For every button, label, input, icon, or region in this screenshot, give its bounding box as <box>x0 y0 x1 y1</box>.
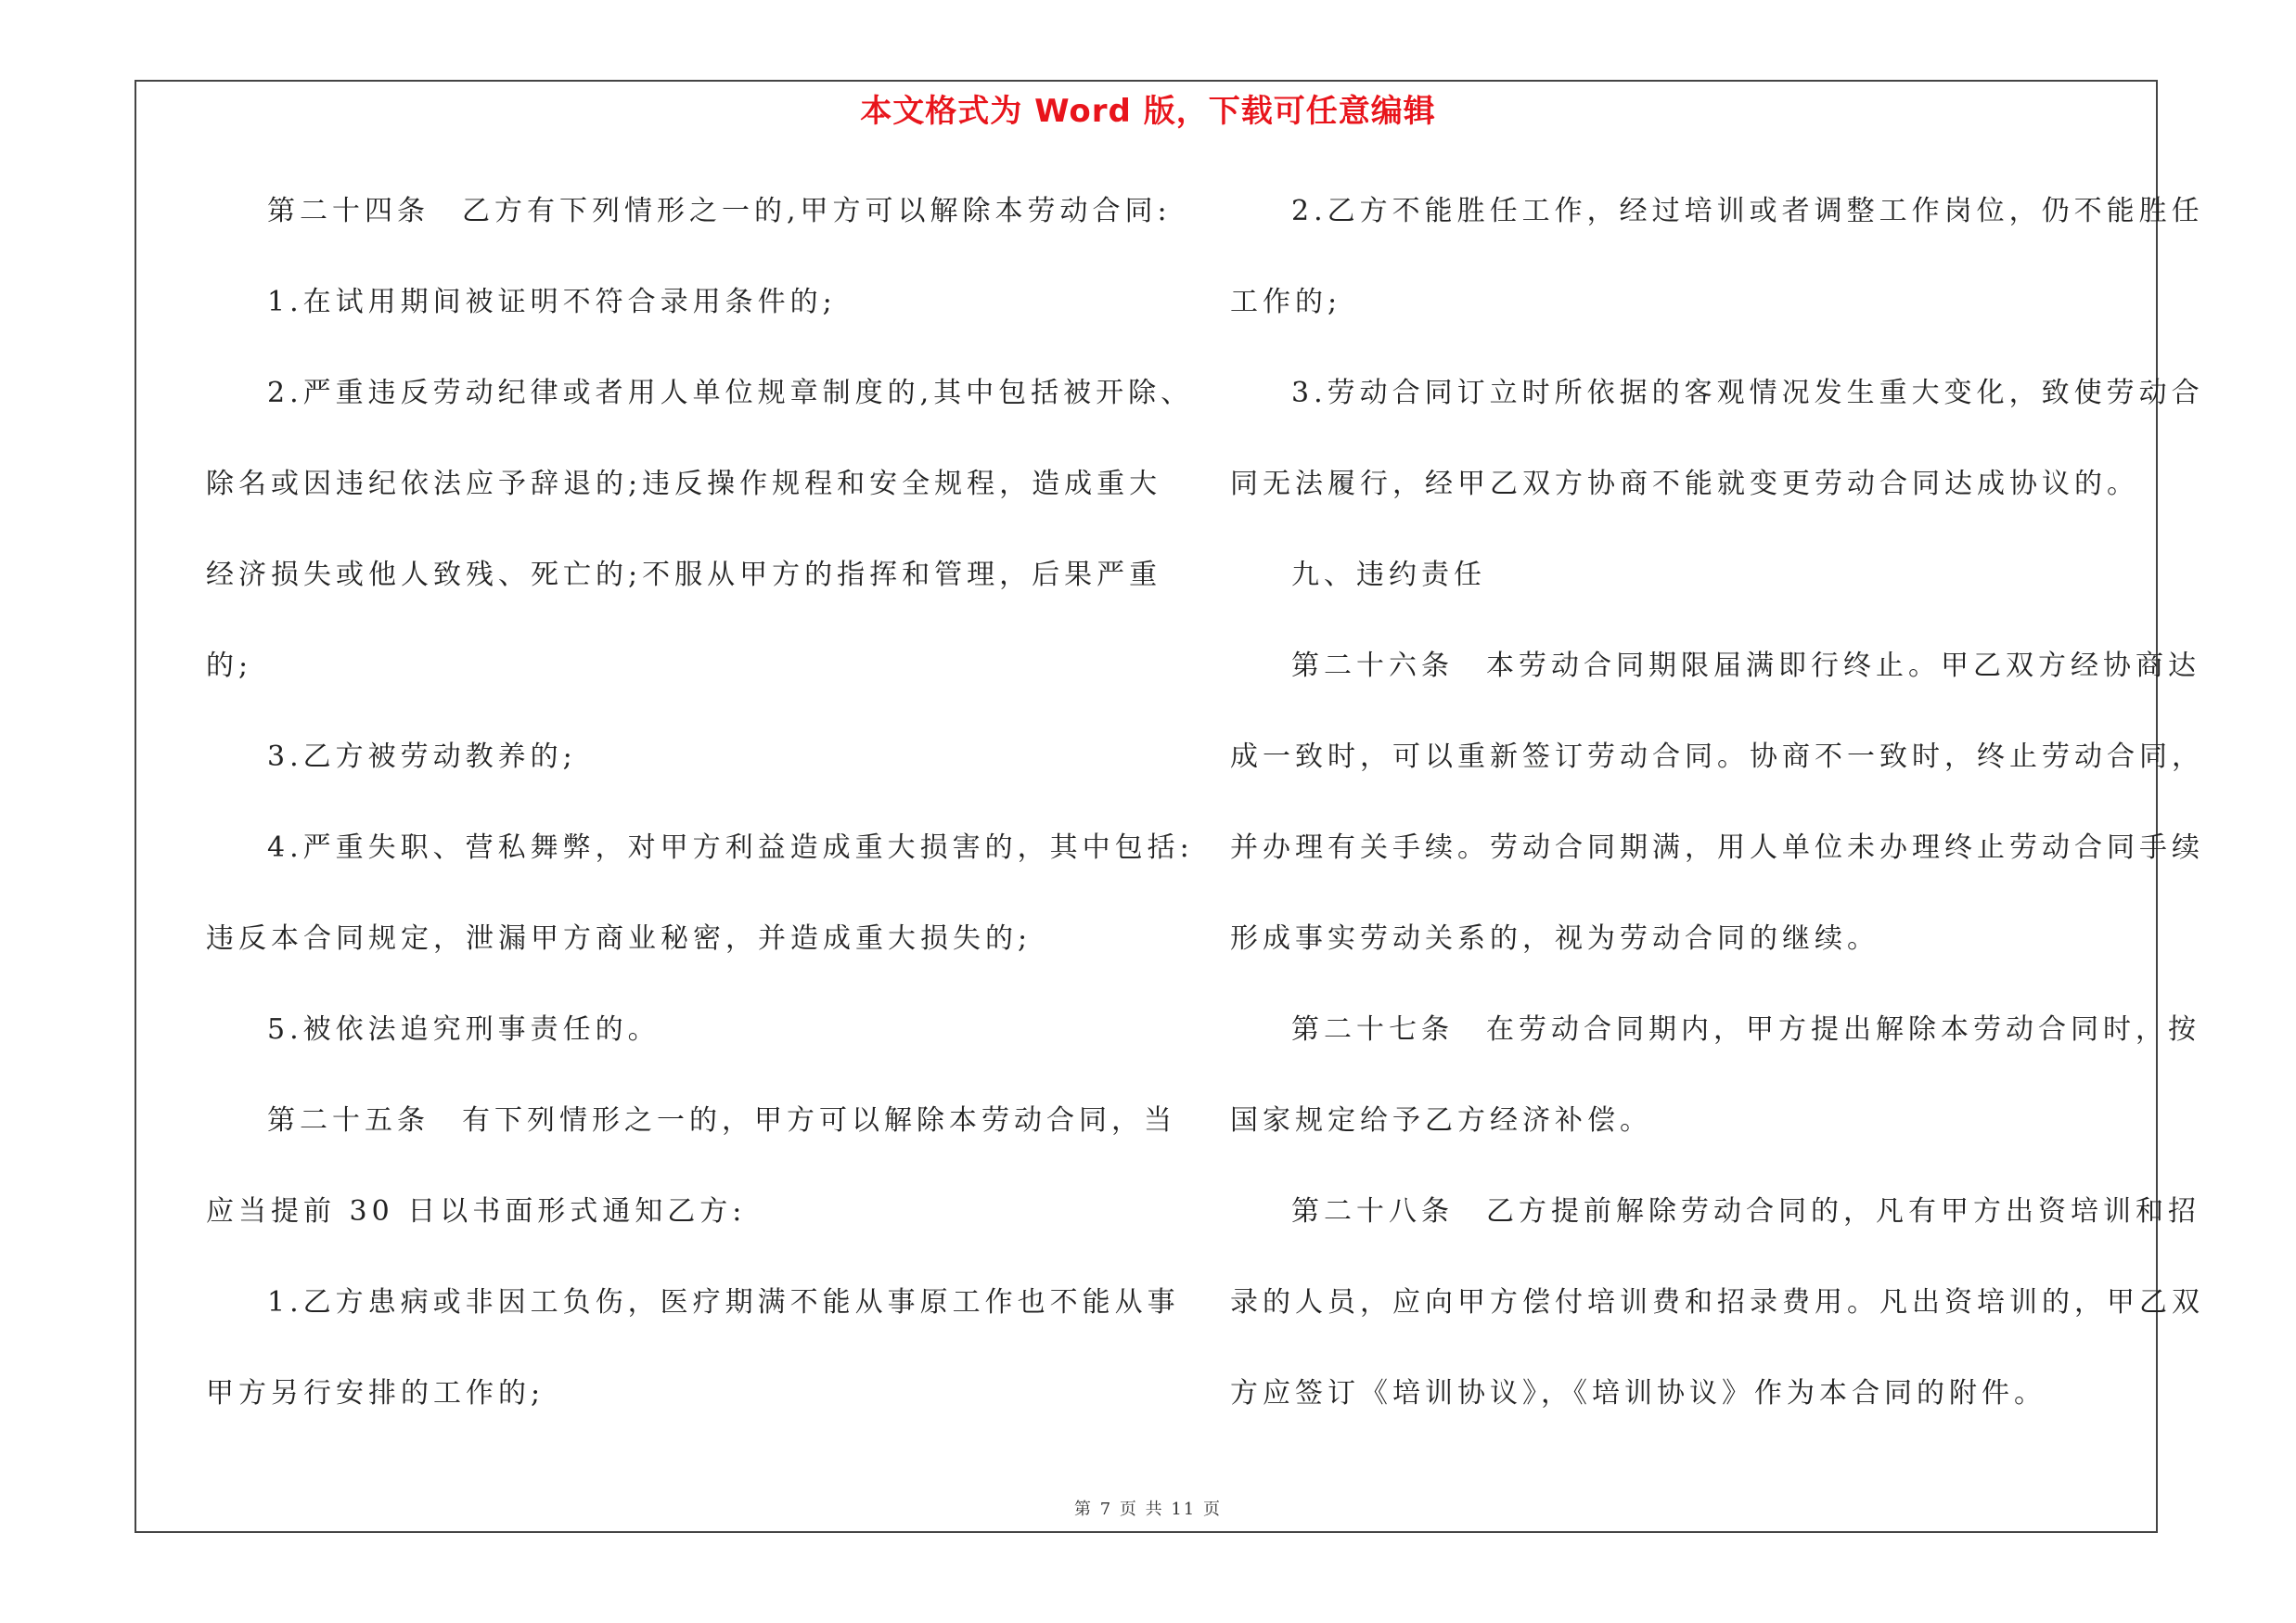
text-line: 违反本合同规定，泄漏甲方商业秘密，并造成重大损失的; <box>206 922 1033 955</box>
text-line: 甲方另行安排的工作的; <box>206 1377 545 1410</box>
text-line: 1.在试用期间被证明不符合录用条件的; <box>267 286 837 318</box>
text-line: 第二十八条 乙方提前解除劳动合同的，凡有甲方出资培训和招 <box>1291 1195 2200 1228</box>
text-line: 2.严重违反劳动纪律或者用人单位规章制度的,其中包括被开除、 <box>267 377 1194 409</box>
left-column <box>206 184 1194 1457</box>
text-line: 工作的; <box>1230 286 1342 318</box>
text-line: 应当提前 30 日以书面形式通知乙方: <box>206 1195 747 1228</box>
text-line: 1.乙方患病或非因工负伤，医疗期满不能从事原工作也不能从事 <box>267 1286 1180 1319</box>
right-column <box>1230 184 2204 1457</box>
page-number-footer: 第 7 页 共 11 页 <box>1074 1500 1222 1519</box>
text-line: 的; <box>206 650 253 682</box>
text-line: 5.被依法追究刑事责任的。 <box>267 1013 661 1046</box>
text-line: 除名或因违纪依法应予辞退的;违反操作规程和安全规程，造成重大 <box>206 468 1162 500</box>
text-line: 经济损失或他人致残、死亡的;不服从甲方的指挥和管理，后果严重 <box>206 559 1162 591</box>
text-line: 成一致时，可以重新签订劳动合同。协商不一致时，终止劳动合同， <box>1230 741 2204 773</box>
text-line: 第二十六条 本劳动合同期限届满即行终止。甲乙双方经协商达 <box>1291 650 2200 682</box>
text-line: 第二十七条 在劳动合同期内，甲方提出解除本劳动合同时，按 <box>1291 1013 2200 1046</box>
text-line: 国家规定给予乙方经济补偿。 <box>1230 1104 1652 1137</box>
text-line: 3.劳动合同订立时所依据的客观情况发生重大变化，致使劳动合 <box>1291 377 2204 409</box>
text-line: 形成事实劳动关系的，视为劳动合同的继续。 <box>1230 922 1879 955</box>
text-line: 并办理有关手续。劳动合同期满，用人单位未办理终止劳动合同手续 <box>1230 831 2204 864</box>
text-line: 第二十五条 有下列情形之一的，甲方可以解除本劳动合同，当 <box>267 1104 1176 1137</box>
text-line: 3.乙方被劳动教养的; <box>267 741 577 773</box>
word-format-banner: 本文格式为 Word 版，下载可任意编辑 <box>860 93 1436 130</box>
text-line: 2.乙方不能胜任工作，经过培训或者调整工作岗位，仍不能胜任 <box>1291 195 2204 227</box>
text-line: 4.严重失职、营私舞弊，对甲方利益造成重大损害的，其中包括: <box>267 831 1194 864</box>
text-line: 九、违约责任 <box>1291 559 1486 591</box>
text-line: 录的人员，应向甲方偿付培训费和招录费用。凡出资培训的，甲乙双 <box>1230 1286 2204 1319</box>
text-line: 方应签订《培训协议》，《培训协议》作为本合同的附件。 <box>1230 1377 2046 1410</box>
text-line: 同无法履行，经甲乙双方协商不能就变更劳动合同达成协议的。 <box>1230 468 2139 500</box>
text-line: 第二十四条 乙方有下列情形之一的,甲方可以解除本劳动合同: <box>267 195 1172 227</box>
